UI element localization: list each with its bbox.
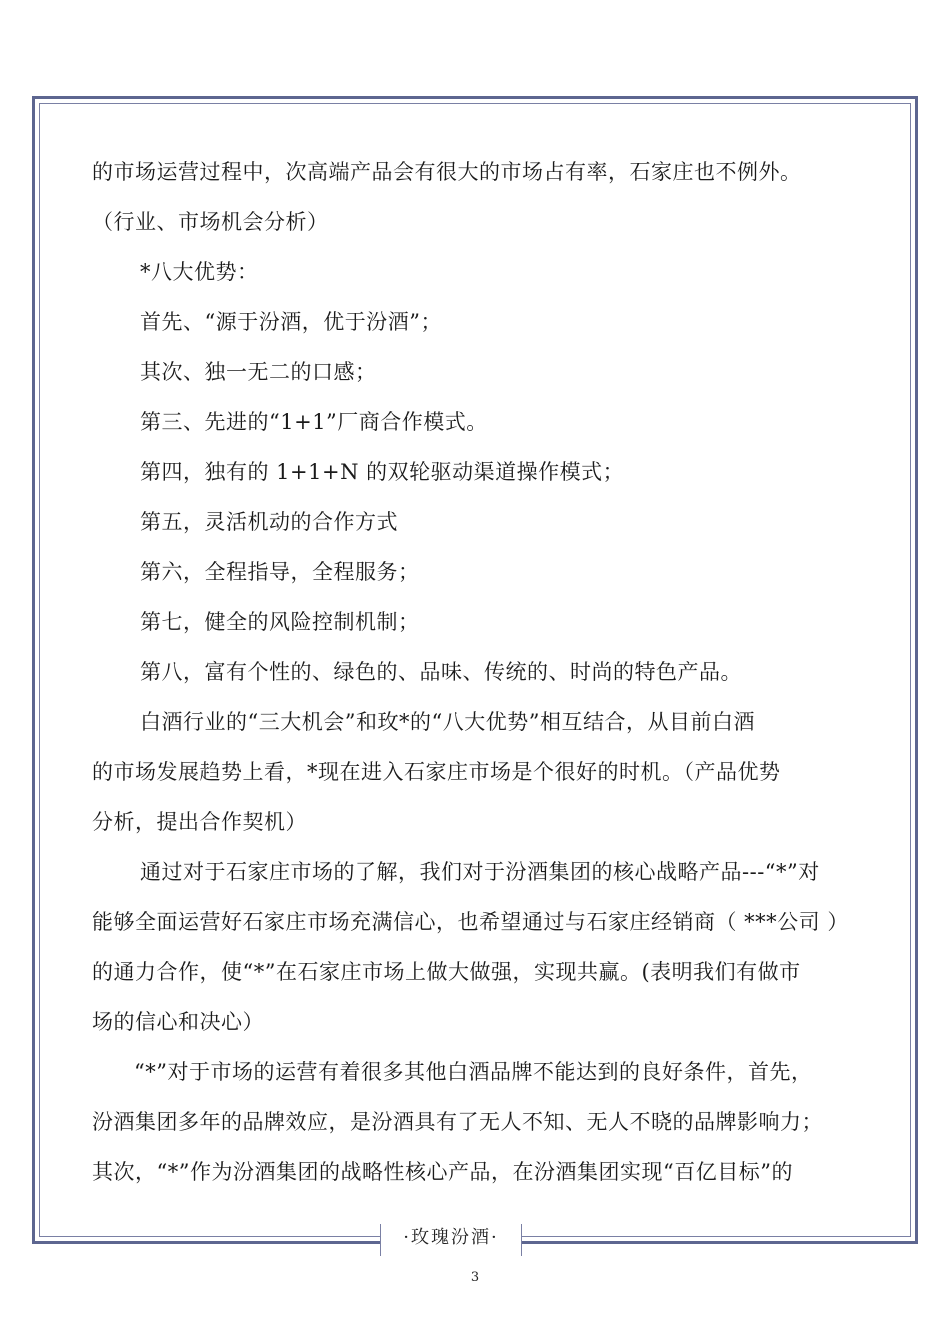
text-line: 第八，富有个性的、绿色的、品味、传统的、时尚的特色产品。 — [140, 660, 742, 684]
text-line: 第五，灵活机动的合作方式 — [140, 510, 398, 534]
text-line: 的通力合作，使“*”在石家庄市场上做大做强，实现共赢。(表明我们有做市 — [92, 960, 801, 984]
text-line: 第七，健全的风险控制机制； — [140, 610, 420, 634]
text-line: 能够全面运营好石家庄市场充满信心，也希望通过与石家庄经销商（ ***公司 ） — [92, 910, 849, 934]
text-line: 汾酒集团多年的品牌效应，是汾酒具有了无人不知、无人不晓的品牌影响力； — [92, 1110, 823, 1134]
text-line: 其次、独一无二的口感； — [140, 360, 377, 384]
text-line: 场的信心和决心） — [92, 1010, 264, 1034]
text-line: 白酒行业的“三大机会”和玫*的“八大优势”相互结合，从目前白酒 — [140, 710, 755, 734]
text-line: 的市场运营过程中，次高端产品会有很大的市场占有率，石家庄也不例外。 — [92, 160, 802, 184]
text-line: 第六，全程指导，全程服务； — [140, 560, 420, 584]
text-line: 分析，提出合作契机） — [92, 810, 307, 834]
text-line: （行业、市场机会分析） — [92, 210, 329, 234]
text-line: 首先、“源于汾酒，优于汾酒”； — [140, 310, 442, 334]
text-line: 第三、先进的“1+1”厂商合作模式。 — [140, 410, 488, 434]
text-line: 其次，“*”作为汾酒集团的战略性核心产品，在汾酒集团实现“百亿目标”的 — [92, 1160, 793, 1184]
text-line: 通过对于石家庄市场的了解，我们对于汾酒集团的核心战略产品---“*”对 — [140, 860, 820, 884]
text-line: 第四，独有的 1+1+N 的双轮驱动渠道操作模式； — [140, 460, 625, 484]
text-line: *八大优势： — [140, 260, 259, 284]
text-line: 的市场发展趋势上看，*现在进入石家庄市场是个很好的时机。（产品优势 — [92, 760, 781, 784]
document-body — [92, 147, 862, 1197]
text-line: “*”对于市场的运营有着很多其他白酒品牌不能达到的良好条件，首先， — [134, 1060, 813, 1084]
footer-brand-label: ·玫瑰汾酒· — [380, 1224, 522, 1256]
page-number: 3 — [470, 1270, 480, 1285]
